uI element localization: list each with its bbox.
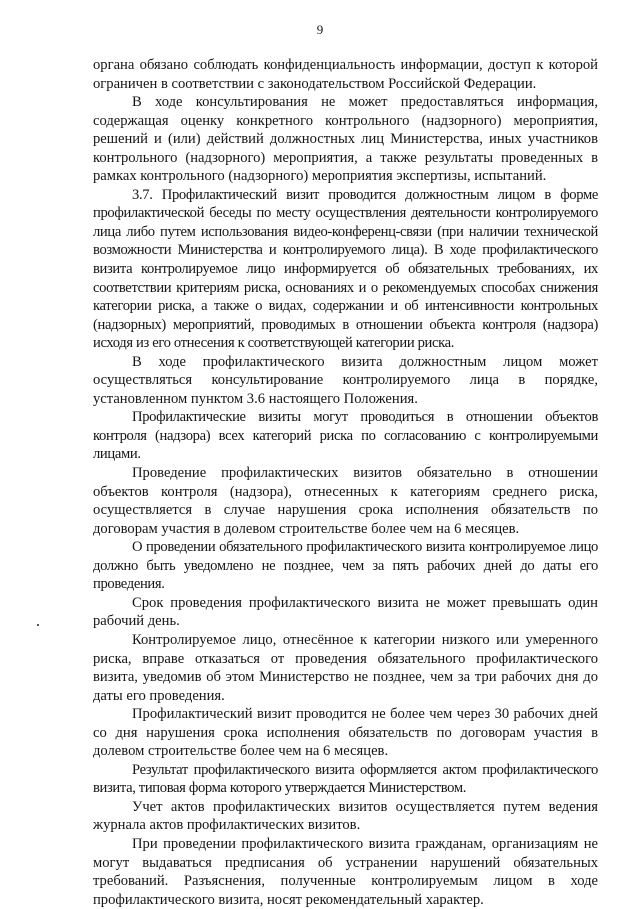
paragraph-mandatory-visits: Проведение профилактических визитов обязательно в отношении объектов контроля (надзора), отнесенных к категориям среднего риска, осуществляется в случае нарушения срока исполнения обязательств по договорам участия в долевом строительстве более чем на 6 месяцев.	[93, 465, 598, 537]
paragraph-notification: О проведении обязательного профилактического визита контролируемое лицо должно быть уведомлено не позднее, чем за пять рабочих дней до даты его проведения.	[93, 539, 598, 593]
paragraph-3-7-preventive-visit: 3.7. Профилактический визит проводится должностным лицом в форме профилактической беседы по месту осуществления деятельности контролируемого лица либо путем использования видео-конференц-связи (при наличии технической возможности Министерства и контролируемого лица). В ходе профилактического визита контролируемое лицо информируется об обязательных требованиях, их соответствии критериям риска, основаниях и о рекомендуемых способах снижения категории риска, а также о видах, содержании и об интенсивности контрольных (надзорных) мероприятий, проводимых в отношении объекта контроля (надзора) исходя из его отнесения к соответствующей категории риска.	[93, 186, 598, 352]
paragraph-visit-act: Результат профилактического визита оформляется актом профилактического визита, типовая форма которого утверждается Министерством.	[93, 761, 598, 797]
paragraph-visit-consulting: В ходе профилактического визита должностным лицом может осуществляться консультирование контролируемого лица в порядке, установленном пунктом 3.6 настоящего Положения.	[93, 353, 598, 407]
paragraph-act-journal: Учет актов профилактических визитов осуществляется путем ведения журнала актов профилактических визитов.	[93, 798, 598, 834]
paragraph-continuation: органа обязано соблюдать конфиденциальность информации, доступ к которой ограничен в соответствии с законодательством Российской Федерации.	[93, 57, 598, 92]
margin-mark	[37, 624, 39, 626]
paragraph-duration: Срок проведения профилактического визита не может превышать один рабочий день.	[93, 594, 598, 630]
paragraph-consulting-restrictions: В ходе консультирования не может предоставляться информация, содержащая оценку конкретного контрольного (надзорного) мероприятия, решений и (или) действий должностных лиц Министерства, иных участников контрольного (надзорного) мероприятия, а также результаты проведенных в рамках контрольного (надзорного) мероприятия экспертизы, испытаний.	[93, 94, 598, 185]
paragraph-visit-agreement: Профилактические визиты могут проводиться в отношении объектов контроля (надзора) всех категорий риска по согласованию с контролируемыми лицами.	[93, 409, 598, 463]
paragraph-no-orders: При проведении профилактического визита гражданам, организациям не могут выдаваться предписания об устранении нарушений обязательных требований. Разъяснения, полученные контролируемым лицом в ходе профилактического визита, носят рекомендательный характер.	[93, 835, 598, 908]
paragraph-refusal: Контролируемое лицо, отнесённое к категории низкого или умеренного риска, вправе отказаться от проведения обязательного профилактического визита, уведомив об этом Министерство не позднее, чем за три рабочих дня до даты его проведения.	[93, 631, 598, 704]
document-body	[93, 56, 598, 909]
page-number: 9	[316, 22, 324, 37]
paragraph-deadline: Профилактический визит проводится не более чем через 30 рабочих дней со дня нарушения срока исполнения обязательств по договорам участия в долевом строительстве более чем на 6 месяцев.	[93, 706, 598, 760]
